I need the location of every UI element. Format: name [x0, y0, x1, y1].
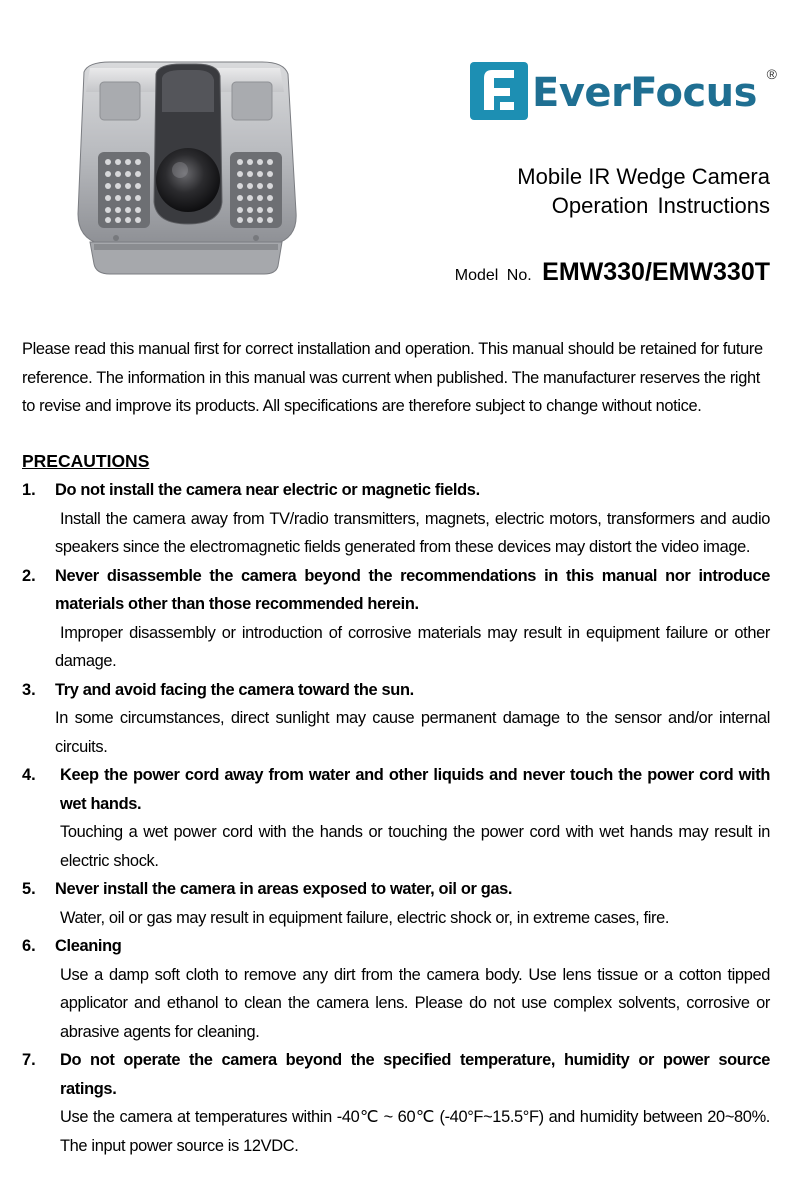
registered-mark: ®: [766, 66, 777, 82]
precaution-body: Use the camera at temperatures within -40℃ ~ 60℃ (-40°F~15.5°F) and humidity between 20~80%. The input power source is 12VDC.: [60, 1108, 770, 1155]
precaution-number: 6.: [22, 937, 36, 955]
precautions-heading: PRECAUTIONS: [22, 451, 150, 471]
precaution-item: [22, 761, 770, 875]
precaution-item: [22, 932, 770, 1046]
model-number-line: [455, 258, 770, 287]
precaution-number: 2.: [22, 566, 36, 585]
precaution-heading: Never install the camera in areas exposed to water, oil or gas.: [55, 880, 513, 898]
precaution-body: Use a damp soft cloth to remove any dirt from the camera body. Use lens tissue or a cotton tipped applicator and ethanol to clean the camera lens. Please do not use complex solvents, corrosive or abrasive agents for cleaning.: [60, 965, 770, 1041]
document-title-line-1: Mobile IR Wedge Camera: [517, 164, 770, 189]
precaution-heading: Keep the power cord away from water and other liquids and never touch the power cord with wet hands.: [60, 766, 770, 813]
precaution-number: 3.: [22, 680, 36, 699]
document-title-line-2: Operation Instructions: [551, 193, 770, 218]
precaution-heading: Cleaning: [55, 937, 122, 955]
precaution-item: [22, 562, 770, 676]
precaution-item: [22, 875, 770, 932]
precaution-item: [22, 676, 770, 762]
precaution-body: Improper disassembly or introduction of corrosive materials may result in equipment failure or other damage.: [55, 623, 770, 670]
everfocus-logo: [470, 62, 775, 124]
precaution-heading: Never disassemble the camera beyond the recommendations in this manual nor introduce materials other than those recommended herein.: [55, 566, 770, 613]
model-label: Model No.: [454, 267, 532, 284]
precaution-number: 5.: [22, 880, 36, 898]
precaution-body: Water, oil or gas may result in equipment failure, electric shock or, in extreme cases, fire.: [60, 908, 670, 927]
brand-name: EverFocus: [532, 70, 757, 116]
precaution-body: In some circumstances, direct sunlight may cause permanent damage to the sensor and/or internal circuits.: [55, 709, 770, 756]
precaution-heading: Do not operate the camera beyond the specified temperature, humidity or power source ratings.: [60, 1051, 770, 1098]
camera-product-image: [70, 52, 300, 277]
precaution-heading: Do not install the camera near electric or magnetic fields.: [55, 481, 480, 499]
precaution-number: 4.: [22, 766, 36, 784]
precaution-number: 7.: [22, 1051, 36, 1069]
precaution-item: [22, 1046, 770, 1160]
precautions-list: [22, 476, 770, 1160]
precaution-body: Touching a wet power cord with the hands or touching the power cord with wet hands may result in electric shock.: [60, 823, 770, 870]
everfocus-logo-mark-icon: [470, 62, 528, 120]
model-number: EMW330/EMW330T: [542, 258, 770, 286]
precaution-body: Install the camera away from TV/radio transmitters, magnets, electric motors, transformers and audio speakers since the electromagnetic fields generated from these devices may distort the video image.: [55, 509, 770, 556]
intro-paragraph: Please read this manual first for correct installation and operation. This manual should be retained for future reference. The information in this manual was current when published. The manufacturer reserves the right to revise and improve its products. All specifications are therefore subject to change without notice.: [22, 340, 763, 415]
precaution-heading: Try and avoid facing the camera toward the sun.: [55, 680, 414, 699]
precaution-item: [22, 476, 770, 562]
precaution-number: 1.: [22, 481, 36, 499]
